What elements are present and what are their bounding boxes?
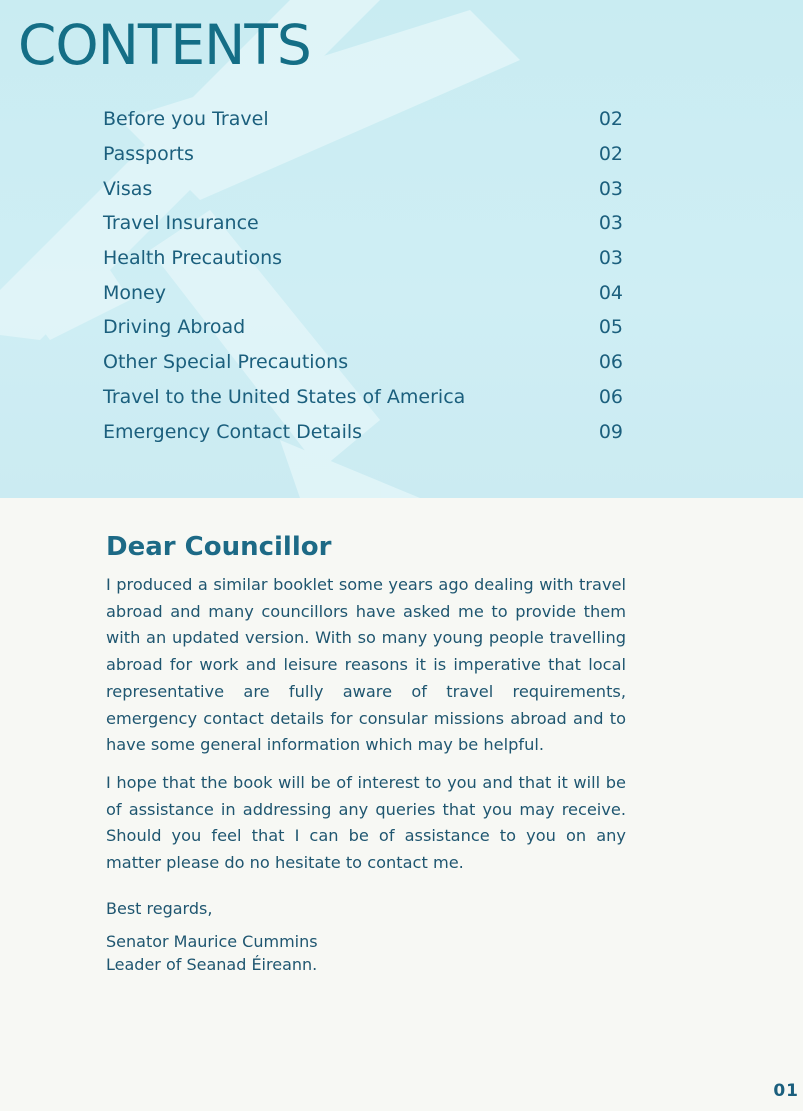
letter-greeting: Dear Councillor <box>106 532 332 562</box>
table-of-contents <box>103 102 623 449</box>
toc-item-label: Other Special Precautions <box>103 351 349 374</box>
toc-item-page: 03 <box>598 247 623 270</box>
toc-item[interactable] <box>103 275 623 310</box>
toc-item-page: 03 <box>598 212 623 235</box>
toc-item-label: Passports <box>103 143 194 166</box>
toc-item-page: 03 <box>598 177 623 200</box>
contents-background-band <box>0 0 803 498</box>
toc-item-page: 04 <box>598 281 623 304</box>
letter-signoff: Best regards, <box>106 898 213 918</box>
toc-item-label: Money <box>103 281 166 304</box>
toc-item-page: 09 <box>598 420 623 443</box>
toc-item[interactable] <box>103 102 623 137</box>
letter-paragraph: I hope that the book will be of interest to you and that it will be of assistance in addressing any queries that you may receive. Should you feel that I can be of assistance to you on any matter please do no hesitate to contact me. <box>106 772 626 873</box>
toc-item[interactable] <box>103 171 623 206</box>
toc-item-label: Emergency Contact Details <box>103 420 363 443</box>
letter-paragraph: I produced a similar booklet some years ago dealing with travel abroad and many councillors have asked me to provide them with an updated version. With so many young people travelling abroad for work and leisure reasons it is imperative that local representative are fully aware of travel requirements, emergency contact details for consular missions abroad and to have some general information which may be helpful. <box>106 575 626 755</box>
toc-item-page: 05 <box>598 316 623 339</box>
toc-item-label: Health Precautions <box>103 247 283 270</box>
toc-item-label: Driving Abroad <box>103 316 246 339</box>
contents-title: CONTENTS <box>18 13 311 77</box>
toc-item[interactable] <box>103 137 623 172</box>
signature-title: Leader of Seanad Éireann. <box>106 954 318 974</box>
toc-item-label: Travel Insurance <box>103 212 259 235</box>
letter <box>106 532 626 976</box>
toc-item-page: 02 <box>598 143 623 166</box>
page-number: 01 <box>773 1081 799 1101</box>
toc-item[interactable] <box>103 310 623 345</box>
toc-item-label: Before you Travel <box>103 108 269 131</box>
toc-item-page: 06 <box>598 385 623 408</box>
toc-item[interactable] <box>103 414 623 449</box>
toc-item[interactable] <box>103 206 623 241</box>
toc-item[interactable] <box>103 380 623 415</box>
signature-name: Senator Maurice Cummins <box>106 931 318 951</box>
toc-item-label: Visas <box>103 177 153 200</box>
toc-item-page: 02 <box>598 108 623 131</box>
toc-item-label: Travel to the United States of America <box>103 385 466 408</box>
toc-item[interactable] <box>103 241 623 276</box>
letter-signoff-block <box>106 897 626 976</box>
toc-item-page: 06 <box>598 351 623 374</box>
toc-item[interactable] <box>103 345 623 380</box>
